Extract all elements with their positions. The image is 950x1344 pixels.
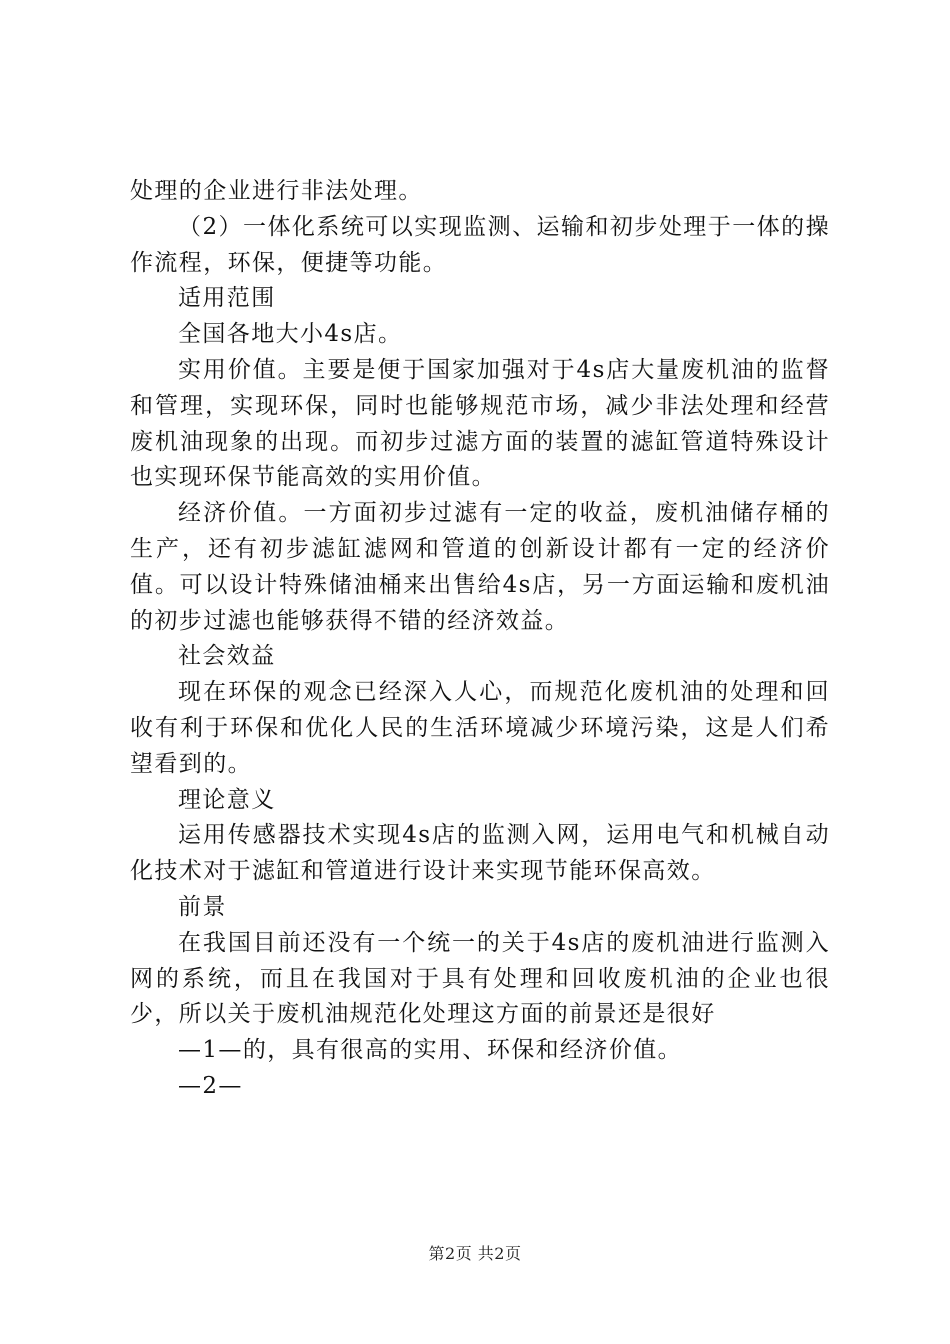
heading-prospects: 前景 [178, 893, 227, 920]
paragraph-scope: 全国各地大小4s店。 [178, 321, 403, 348]
paragraph-economic-value: 经济价值。一方面初步过滤有一定的收益，废机油储存桶的生产，还有初步滤缸滤网和管道的创新设计都有一定的经济价值。可以设计特殊储油桶来出售给4s店，另一方面运输和废机油的初步过滤也能够获得不错的经济效益。 [130, 500, 830, 634]
document-body [130, 174, 830, 1105]
paragraph-continuation: 处理的企业进行非法处理。 [130, 178, 423, 204]
paragraph-prospects-end: —1—的，具有很高的实用、环保和经济价值。 [178, 1037, 683, 1064]
paragraph-social-benefit: 现在环保的观念已经深入人心，而规范化废机油的处理和回收有利于环保和优化人民的生活环境减少环境污染，这是人们希望看到的。 [130, 679, 830, 777]
paragraph-prospects: 在我国目前还没有一个统一的关于4s店的废机油进行监测入网的系统，而且在我国对于具有处理和回收废机油的企业也很少，所以关于废机油规范化处理这方面的前景还是很好 [130, 929, 830, 1028]
heading-theoretical-significance: 理论意义 [178, 786, 276, 813]
paragraph-practical-value: 实用价值。主要是便于国家加强对于4s店大量废机油的监督和管理，实现环保，同时也能够规范市场，减少非法处理和经营废机油现象的出现。而初步过滤方面的装置的滤缸管道特殊设计也实现环保节能高效的实用价值。 [130, 356, 830, 491]
paragraph-integrated-system: （2）一体化系统可以实现监测、运输和初步处理于一体的操作流程，环保，便捷等功能。 [130, 213, 830, 276]
page-footer: 第2页 共2页 [428, 1244, 522, 1263]
paragraph-theoretical-significance: 运用传感器技术实现4s店的监测入网，运用电气和机械自动化技术对于滤缸和管道进行设计来实现节能环保高效。 [130, 822, 830, 885]
heading-scope: 适用范围 [178, 285, 276, 312]
page-marker: —2— [178, 1072, 243, 1099]
heading-social-benefit: 社会效益 [178, 643, 276, 670]
